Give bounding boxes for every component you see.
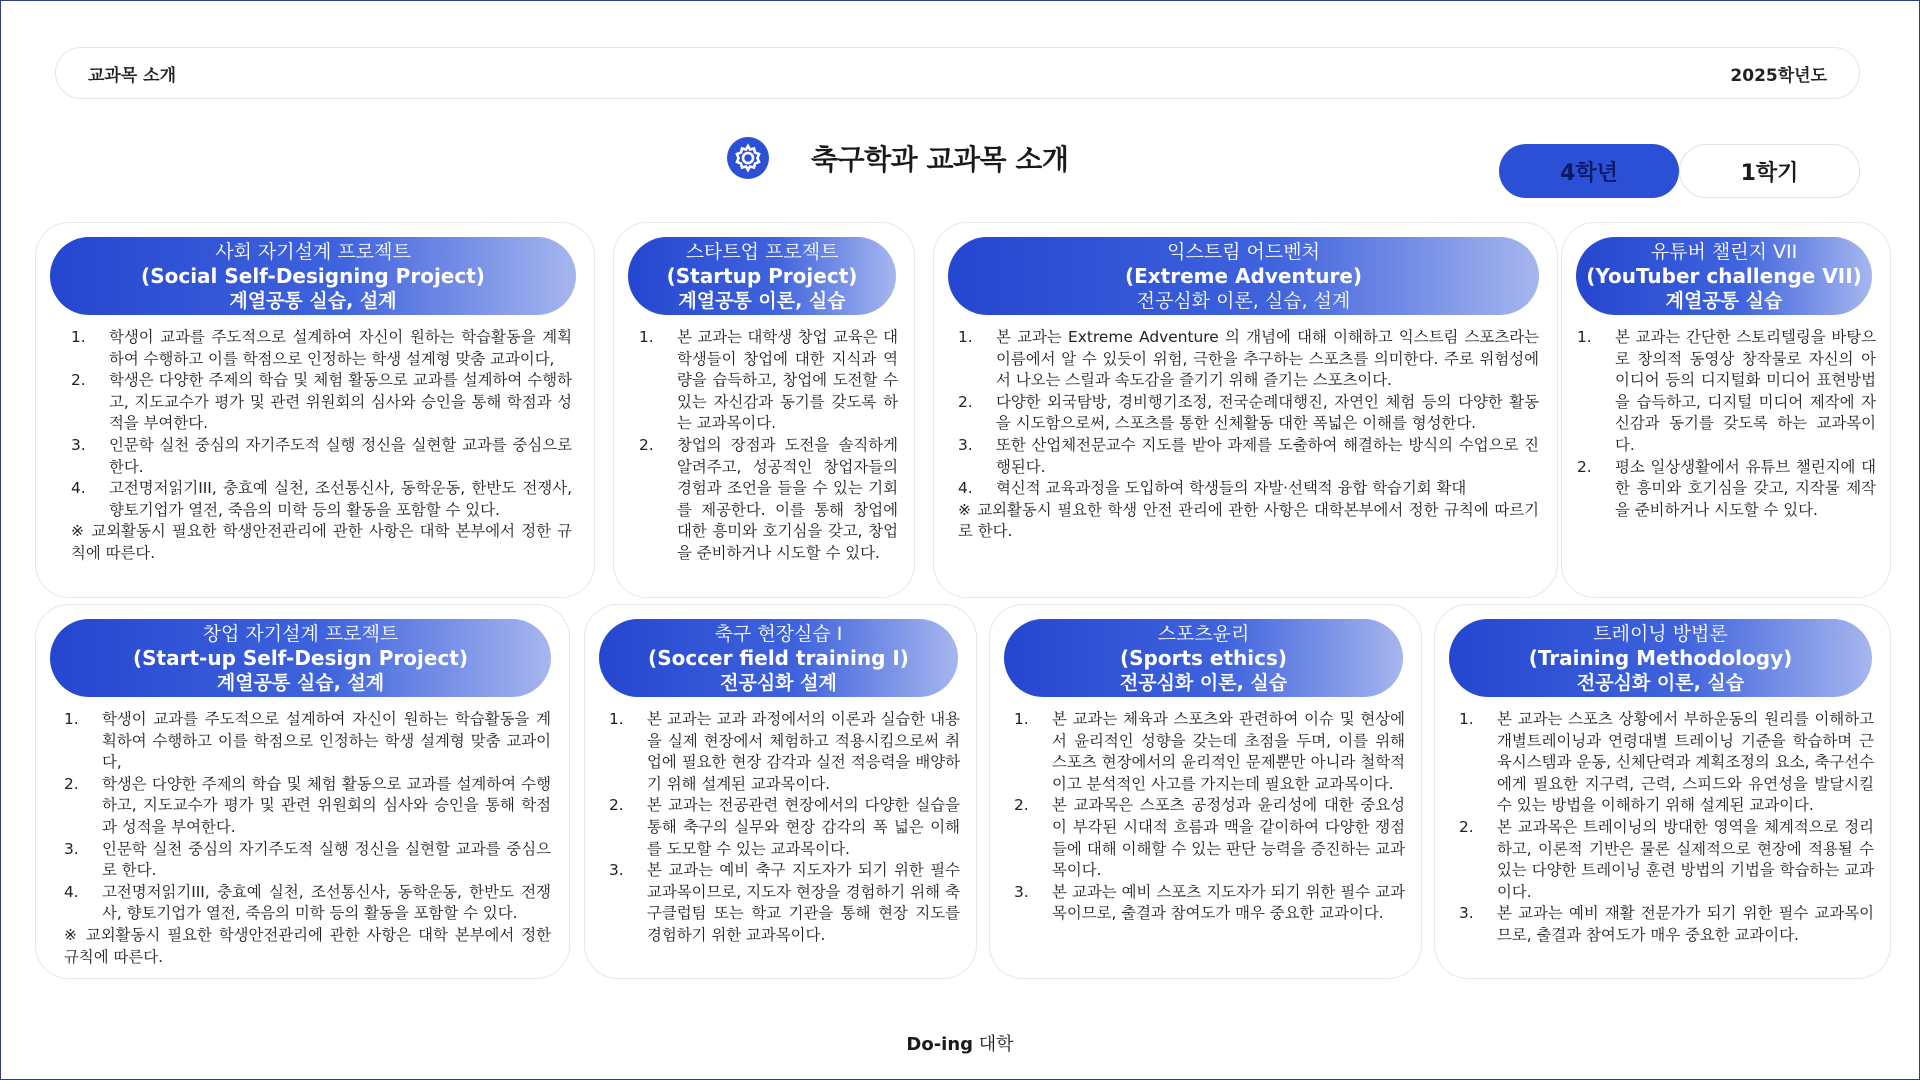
course-name-ko: 창업 자기설계 프로젝트	[202, 622, 399, 645]
list-item: 2. 본 교과목은 스포츠 공정성과 윤리성에 대한 중요성이 부각된 시대적 흐름과 맥을 같이하여 다양한 쟁점들에 대해 이해할 수 있는 판단 능력을 증진하는 교과목이다.	[1014, 796, 1405, 880]
course-name-ko: 스타트업 프로젝트	[685, 240, 839, 263]
list-item: 1. 본 교과는 간단한 스토리텔링을 바탕으로 창의적 동영상 창작물로 자신의 아이디어 등의 디지털화 미디어 표현방법을 습득하고, 디지털 미디어 제작에 자신감과 동기를 갖도록 하는 교과목이다.	[1577, 328, 1876, 454]
list-item: 2. 창업의 장점과 도전을 솔직하게 알려주고, 성공적인 창업자들의 경험과 조언을 들을 수 있는 기회를 제공한다. 이를 통해 창업에 대한 흥미와 호기심을 갖고, 창업을 준비하거나 시도할 수 있다.	[639, 435, 898, 562]
course-description	[609, 709, 960, 947]
course-name-ko: 스포츠윤리	[1157, 622, 1250, 645]
course-name-en: (Training Methodology)	[1528, 645, 1793, 670]
course-header	[50, 237, 576, 315]
list-item: 1. 본 교과는 교과 과정에서의 이론과 실습한 내용을 실제 현장에서 체험하고 적용시킴으로써 취업에 필요한 현장 감각과 실전 적응력을 배양하기 위해 설계된 교과목이다.	[609, 710, 960, 793]
course-name-en: (YouTuber challenge VII)	[1586, 263, 1862, 288]
course-description	[1577, 327, 1876, 521]
list-item: 1. 본 교과는 체육과 스포츠와 관련하여 이슈 및 현상에서 윤리적인 성향을 갖는데 초점을 두며, 이를 위해 스포츠 현장에서의 윤리적인 문제뿐만 아니라 철학적이고 분석적인 사고를 가지는데 필요한 교과목이다.	[1014, 710, 1405, 793]
footer-suffix: 대학	[978, 1034, 1014, 1055]
list-item: 4. 고전명저읽기III, 충효예 실천, 조선통신사, 동학운동, 한반도 전쟁사, 향토기업가 열전, 죽음의 미학 등의 활동을 포함할 수 있다.	[71, 479, 572, 519]
course-description	[64, 709, 551, 968]
list-item: 2. 다양한 외국탐방, 경비행기조정, 전국순례대행진, 자연인 체험 등의 다양한 활동을 시도함으로써, 스포츠를 통한 신체활동 대한 폭넓은 이해를 형성한다.	[958, 392, 1539, 433]
list-item: 3. 본 교과는 예비 스포츠 지도자가 되기 위한 필수 교과목이므로, 출결과 참여도가 매우 중요한 교과이다.	[1014, 882, 1405, 923]
course-name-en: (Sports ethics)	[1119, 645, 1287, 670]
course-name-en: (Startup Project)	[666, 263, 858, 288]
course-header	[1004, 619, 1403, 697]
course-card	[613, 222, 915, 598]
course-header	[628, 237, 896, 315]
course-name-en: (Social Self-Designing Project)	[141, 263, 485, 288]
header-bar	[55, 47, 1860, 99]
list-item: 2. 평소 일상생활에서 유튜브 챌린지에 대한 흥미와 호기심을 갖고, 지작물 제작을 준비하거나 시도할 수 있다.	[1577, 457, 1876, 519]
list-item: 2. 학생은 다양한 주제의 학습 및 체험 활동으로 교과를 설계하여 수행하고, 지도교수가 평가 및 관련 위원회의 심사와 승인을 통해 학점과 성적을 부여한다.	[64, 774, 551, 836]
list-item: 1. 학생이 교과를 주도적으로 설계하여 자신이 원하는 학습활동을 계획하여 수행하고 이를 학점으로 인정하는 학생 설계형 맞춤 교과이다,	[71, 328, 572, 368]
course-card	[1434, 604, 1891, 979]
list-item: 2. 학생은 다양한 주제의 학습 및 체험 활동으로 교과를 설계하여 수행하고, 지도교수가 평가 및 관련 위원회의 심사와 승인을 통해 학점과 성적을 부여한다.	[71, 371, 572, 433]
list-item: 1. 본 교과는 스포츠 상황에서 부하운동의 원리를 이해하고 개별트레이닝과 연령대별 트레이닝 기준을 학습하며 근육시스템과 운동, 신체단력과 계획조정의 요소, 축구선수에게 필요한 지구력, 근력, 스피드와 유연성을 발달시킬 수 있는 방법을 이해하기 위해 설계된 교과이다.	[1459, 710, 1874, 815]
course-card	[933, 222, 1558, 598]
course-name-ko: 트레이닝 방법론	[1593, 622, 1728, 645]
course-note: ※ 교외활동시 필요한 학생안전관리에 관한 사항은 대학 본부에서 정한 규칙에 따른다.	[71, 522, 572, 562]
list-item: 3. 또한 산업체전문교수 지도를 받아 과제를 도출하여 해결하는 방식의 수업으로 진행된다.	[958, 435, 1539, 476]
list-item: 3. 본 교과는 예비 재활 전문가가 되기 위한 필수 교과목이므로, 출결과 참여도가 매우 중요한 교과이다.	[1459, 904, 1874, 944]
list-item: 4. 혁신적 교육과정을 도입하여 학생들의 자발·선택적 융합 학습기회 확대	[958, 479, 1467, 498]
list-item: 3. 인문학 실천 중심의 자기주도적 실행 정신을 실현할 교과를 중심으로 한다.	[64, 839, 551, 880]
course-name-en: (Start-up Self-Design Project)	[133, 645, 468, 670]
list-item: 1. 본 교과는 Extreme Adventure 의 개념에 대해 이해하고 익스트림 스포츠라는 이름에서 알 수 있듯이 위험, 극한을 추구하는 스포츠를 의미한다. 주로 위험성에서 나오는 스릴과 속도감을 즐기기 위해 즐기는 스포츠이다.	[958, 328, 1539, 390]
page-title: 축구학과 교과목 소개	[811, 143, 1069, 176]
list-item: 1. 본 교과는 대학생 창업 교육은 대학생들이 창업에 대한 지식과 역량을 습득하고, 창업에 도전할 수 있는 자신감과 동기를 갖도록 하는 교과목이다.	[639, 328, 898, 433]
course-category: 계열공통 실습, 설계	[229, 289, 397, 312]
course-category: 전공심화 이론, 실습	[1119, 671, 1288, 694]
semester-tab[interactable]: 1학기	[1679, 144, 1860, 198]
course-header	[1576, 237, 1872, 315]
course-name-ko: 유튜버 챌린지 VII	[1650, 240, 1798, 263]
course-name-ko: 사회 자기설계 프로젝트	[215, 240, 411, 263]
course-category: 계열공통 실습	[1665, 289, 1783, 312]
course-card	[584, 604, 977, 979]
course-category: 전공심화 설계	[720, 671, 837, 694]
course-note: ※ 교외활동시 필요한 학생 안전 관리에 관한 사항은 대학본부에서 정한 규칙에 따르기로 한다.	[958, 500, 1539, 541]
course-card	[35, 222, 595, 598]
list-item: 1. 학생이 교과를 주도적으로 설계하여 자신이 원하는 학습활동을 계획하여 수행하고 이를 학점으로 인정하는 학생 설계형 맞춤 교과이다,	[64, 710, 551, 772]
course-header	[599, 619, 958, 697]
gear-icon	[727, 137, 769, 179]
list-item: 3. 본 교과는 예비 축구 지도자가 되기 위한 필수 교과목이므로, 지도자 현장을 경험하기 위해 축구클럽팀 또는 학교 기관을 통해 현장 지도를 경험하기 위한 교과목이다.	[609, 861, 960, 944]
header-left-label: 교과목 소개	[88, 65, 177, 86]
course-description	[71, 327, 572, 565]
header-year-label: 2025학년도	[1730, 65, 1827, 86]
list-item: 2. 본 교과목은 트레이닝의 방대한 영역을 체계적으로 정리하고, 이론적 기반은 물론 실제적으로 현장에 적용될 수 있는 다양한 트레이닝 훈련 방법의 기법을 학습하는 교과이다.	[1459, 817, 1874, 901]
course-card	[989, 604, 1422, 979]
course-note: ※ 교외활동시 필요한 학생안전관리에 관한 사항은 대학 본부에서 정한 규칙에 따른다.	[64, 925, 551, 966]
course-category: 계열공통 이론, 실습	[678, 289, 846, 312]
title-area	[727, 137, 1068, 179]
list-item: 2. 본 교과는 전공관련 현장에서의 다양한 실습을 통해 축구의 실무와 현장 감각의 폭 넓은 이해를 도모할 수 있는 교과목이다.	[609, 796, 960, 858]
course-card	[1561, 222, 1891, 598]
course-description	[1459, 709, 1874, 947]
course-description	[958, 327, 1539, 543]
course-category: 전공심화 이론, 실습	[1576, 671, 1745, 694]
footer-brand: Do-ing	[906, 1034, 974, 1055]
course-card	[35, 604, 570, 979]
course-name-ko: 축구 현장실습 Ⅰ	[714, 622, 843, 645]
course-header	[50, 619, 551, 697]
course-header	[1449, 619, 1872, 697]
grade-tab[interactable]: 4학년	[1499, 144, 1679, 198]
course-category: 전공심화 이론, 실습, 설계	[1136, 289, 1351, 312]
course-category: 계열공통 실습, 설계	[216, 671, 385, 694]
list-item: 3. 인문학 실천 중심의 자기주도적 실행 정신을 실현할 교과를 중심으로 한다.	[71, 435, 572, 476]
footer-logo	[0, 1030, 1920, 1056]
course-description	[1014, 709, 1405, 925]
course-name-en: (Extreme Adventure)	[1124, 263, 1363, 288]
course-name-ko: 익스트림 어드벤처	[1167, 240, 1320, 263]
course-header	[948, 237, 1539, 315]
course-name-en: (Soccer field training Ⅰ)	[648, 645, 909, 670]
course-description	[639, 327, 898, 565]
list-item: 4. 고전명저읽기III, 충효예 실천, 조선통신사, 동학운동, 한반도 전쟁사, 향토기업가 열전, 죽음의 미학 등의 활동을 포함할 수 있다.	[64, 882, 551, 923]
